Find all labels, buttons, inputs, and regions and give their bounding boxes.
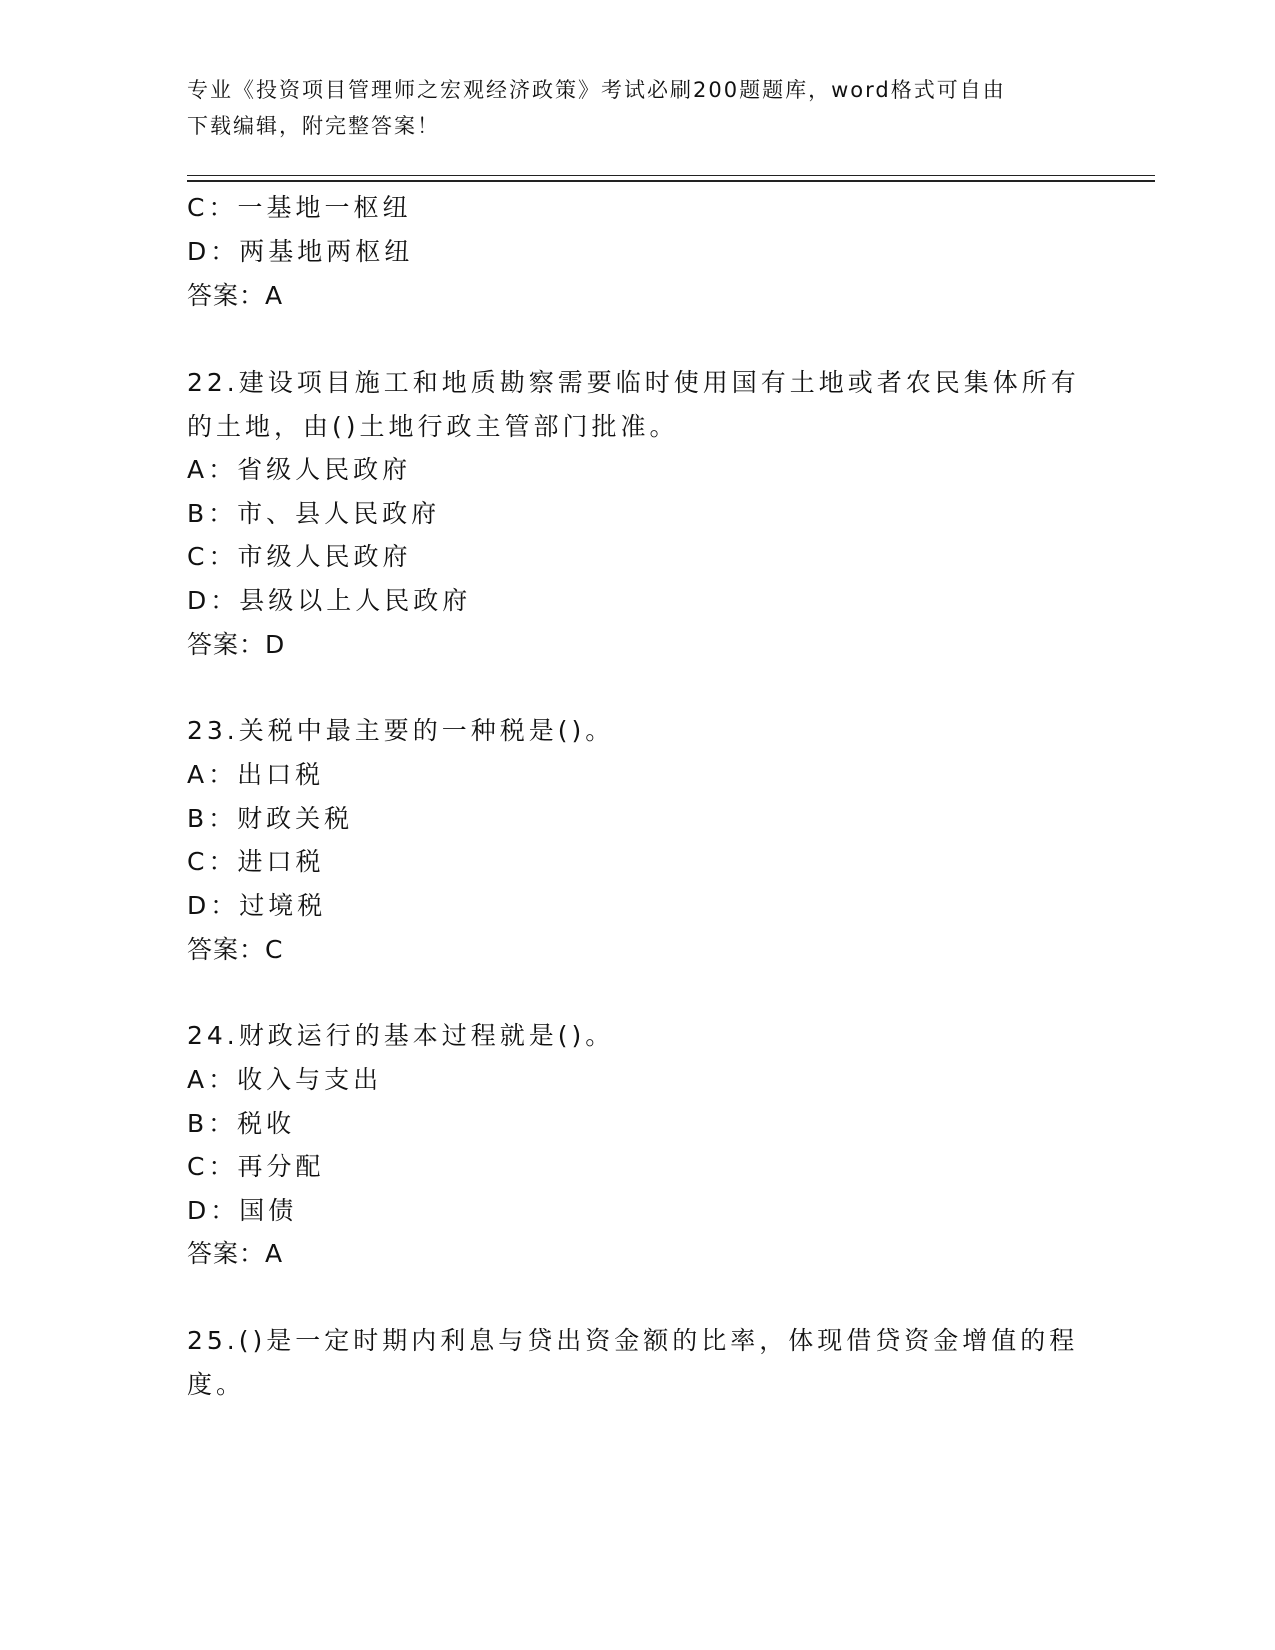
q24-answer: 答案：A (187, 1239, 284, 1268)
header-divider-thin (187, 175, 1155, 176)
q23-option-a: A：出口税 (187, 760, 325, 789)
q22-stem-line-1: 22.建设项目施工和地质勘察需要临时使用国有土地或者农民集体所有 (187, 368, 1080, 397)
q24-option-d: D：国债 (187, 1196, 298, 1225)
q25-stem-line-2: 度。 (187, 1370, 246, 1399)
q21-option-c: C：一基地一枢纽 (187, 193, 412, 222)
header-line-1: 专业《投资项目管理师之宏观经济政策》考试必刷200题题库，word格式可自由 (187, 78, 1006, 102)
q21-option-d: D：两基地两枢纽 (187, 237, 414, 266)
q24-option-a: A：收入与支出 (187, 1065, 383, 1094)
q22-option-c: C：市级人民政府 (187, 542, 412, 571)
document-header (187, 72, 1067, 144)
q24-stem-line-1: 24.财政运行的基本过程就是()。 (187, 1021, 615, 1050)
header-divider-thick (187, 180, 1155, 182)
q22-stem-line-2: 的土地，由()土地行政主管部门批准。 (187, 412, 679, 441)
q24-option-b: B：税收 (187, 1109, 296, 1138)
q21-answer: 答案：A (187, 281, 284, 310)
q23-option-c: C：进口税 (187, 847, 325, 876)
q23-option-b: B：财政关税 (187, 804, 354, 833)
q24-option-c: C：再分配 (187, 1152, 325, 1181)
q23-option-d: D：过境税 (187, 891, 327, 920)
q23-answer: 答案：C (187, 935, 284, 964)
q25-stem-line-1: 25.()是一定时期内利息与贷出资金额的比率，体现借贷资金增值的程 (187, 1326, 1079, 1355)
q22-option-b: B：市、县人民政府 (187, 499, 441, 528)
q22-option-a: A：省级人民政府 (187, 455, 412, 484)
q22-answer: 答案：D (187, 630, 286, 659)
q23-stem-line-1: 23.关税中最主要的一种税是()。 (187, 716, 615, 745)
header-line-2: 下载编辑，附完整答案！ (187, 114, 440, 138)
q22-option-d: D：县级以上人民政府 (187, 586, 472, 615)
